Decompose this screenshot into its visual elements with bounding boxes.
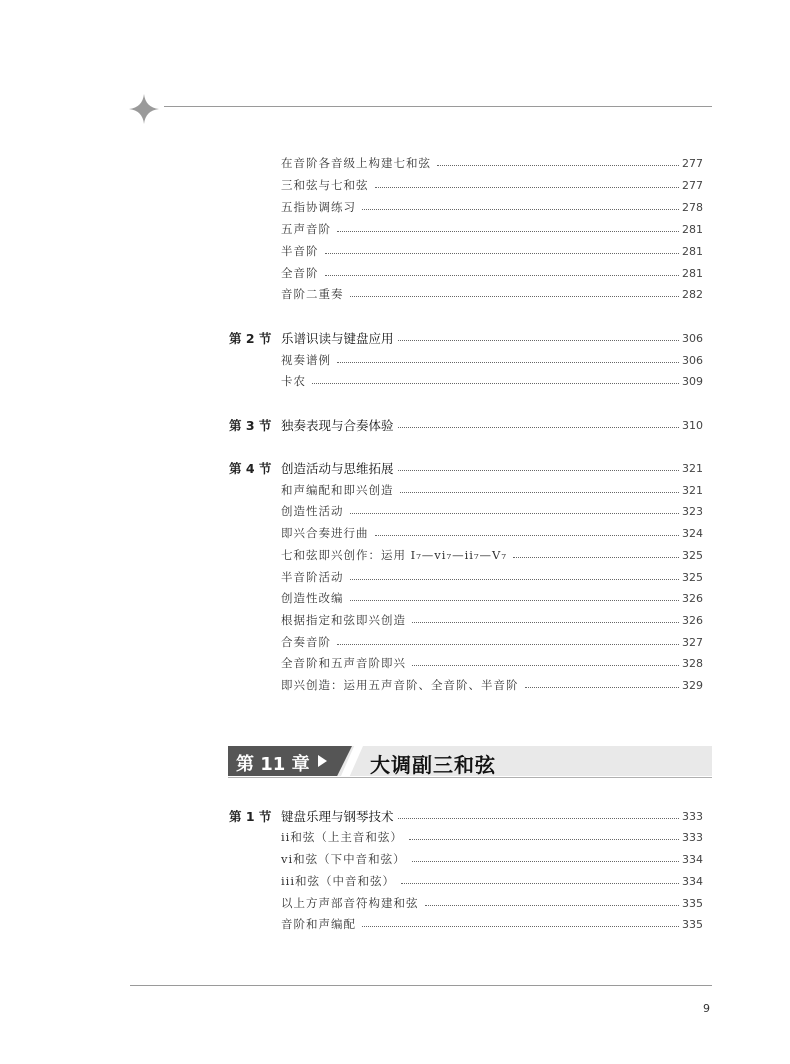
- toc-entry[interactable]: 三和弦与七和弦 277: [281, 178, 703, 192]
- four-point-star-icon: [129, 94, 159, 124]
- toc-entry[interactable]: 全音阶 281: [281, 266, 703, 280]
- toc-entry[interactable]: 音阶二重奏 282: [281, 287, 703, 301]
- footer-rule: [130, 985, 712, 986]
- toc-entry[interactable]: 五声音阶 281: [281, 222, 703, 236]
- toc-entry[interactable]: 卡农 309: [281, 374, 703, 388]
- header-rule: [164, 106, 712, 107]
- toc-entry[interactable]: 五指协调练习 278: [281, 200, 703, 214]
- toc-entry[interactable]: 创造性改编 326: [281, 591, 703, 605]
- toc-entry[interactable]: vi和弦（下中音和弦） 334: [281, 852, 703, 866]
- toc-section[interactable]: 第 2 节 乐谱识读与键盘应用 306: [229, 331, 703, 346]
- chapter-title: 大调副三和弦: [370, 753, 496, 777]
- chapter-banner[interactable]: [228, 746, 712, 778]
- toc-entry[interactable]: 全音阶和五声音阶即兴 328: [281, 656, 703, 670]
- toc-entry[interactable]: 视奏谱例 306: [281, 353, 703, 367]
- play-triangle-icon: [318, 755, 327, 767]
- toc-entry[interactable]: 合奏音阶 327: [281, 635, 703, 649]
- toc-entry[interactable]: 音阶和声编配 335: [281, 917, 703, 931]
- toc-entry[interactable]: 根据指定和弦即兴创造 326: [281, 613, 703, 627]
- toc-entry[interactable]: 即兴合奏进行曲 324: [281, 526, 703, 540]
- toc-entry[interactable]: 创造性活动 323: [281, 504, 703, 518]
- toc-section[interactable]: 第 3 节 独奏表现与合奏体验 310: [229, 418, 703, 433]
- toc-entry[interactable]: iii和弦（中音和弦） 334: [281, 874, 703, 888]
- chapter-number: 第 11 章: [236, 754, 310, 775]
- toc-entry[interactable]: 在音阶各音级上构建七和弦 277: [281, 156, 703, 170]
- toc-entry[interactable]: 半音阶活动 325: [281, 570, 703, 584]
- toc-entry[interactable]: 和声编配和即兴创造 321: [281, 483, 703, 497]
- toc-entry[interactable]: 以上方声部音符构建和弦 335: [281, 896, 703, 910]
- toc-entry[interactable]: 即兴创造：运用五声音阶、全音阶、半音阶 329: [281, 678, 703, 692]
- toc-entry[interactable]: 半音阶 281: [281, 244, 703, 258]
- toc-entry[interactable]: ii和弦（上主音和弦） 333: [281, 830, 703, 844]
- page-number: 9: [703, 1002, 710, 1015]
- toc-entry[interactable]: 七和弦即兴创作：运用 Ⅰ₇—vi₇—ii₇—Ⅴ₇ 325: [281, 548, 703, 562]
- toc-section[interactable]: 第 4 节 创造活动与思维拓展 321: [229, 461, 703, 476]
- toc-section[interactable]: 第 1 节 键盘乐理与钢琴技术 333: [229, 809, 703, 824]
